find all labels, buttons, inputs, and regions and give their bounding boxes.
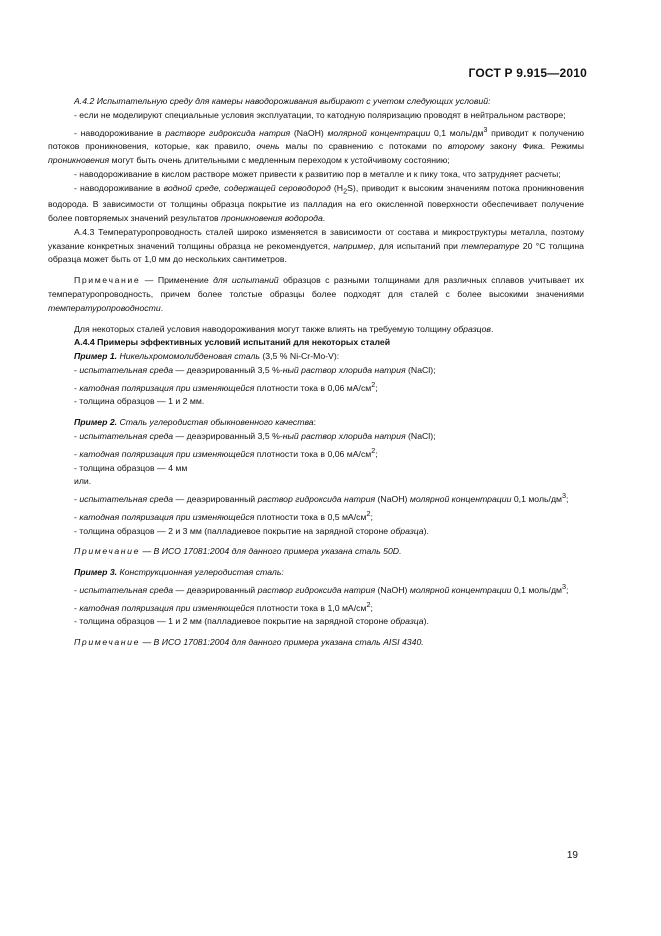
example-3-thickness: - толщина образцов — 1 и 2 мм (палладиевое покрытие на зарядной стороне образца). [74,616,429,627]
note-1: Примечание — Применение для испытаний образцов с разными толщинами для различных сплавов учитывает их температуропроводность, причем более толстые образцы более подходят для сталей с более высокими значениями температуропроводности. [48,275,584,313]
example-1-heading: Пример 1. Никельхромомолибденовая сталь (3,5 % Ni-Cr-Mo-V): [74,351,340,362]
example-2-medium: - испытательная среда — деаэрированный 3,5 %-ный раствор хлорида натрия (NaCl); [74,431,436,442]
example-3-polarization: - катодная поляризация при изменяющейся плотности тока в 1,0 $мА/см^2$; [74,599,373,613]
example-1-medium: - испытательная среда — деаэрированный 3,5 %-ный раствор хлорида натрия (NaCl); [74,364,436,375]
note-label: Примечание [74,275,141,286]
a42-item-3: - наводороживание в кислом растворе может привести к развитию пор в металле и к пику тока, что затрудняет расчеты; [74,168,561,179]
page-content [48,95,584,650]
note-2: Примечание — В ИСО 17081:2004 для данного примера указана сталь 50D. [74,546,402,557]
example-2-polarization-alt: - катодная поляризация при изменяющейся плотности тока в 0,5 $мА/см^2$; [74,508,373,522]
paragraph-thickness: Для некоторых сталей условия наводороживания могут также влиять на требуемую толщину образцов. [74,323,494,334]
example-2-or: или. [74,476,92,487]
section-a44-title: А.4.4 Примеры эффективных условий испытаний для некоторых сталей [74,337,391,348]
standard-code-header: ГОСТ Р 9.915—2010 [468,66,587,80]
example-3-medium: - испытательная среда — деаэрированный раствор гидроксида натрия (NaOH) молярной концентрации 0,1 моль/$дм^3$; [74,581,569,595]
section-a43: А.4.3 Температуропроводность сталей широко изменяется в зависимости от состава и микроструктуры металла, поэтому указание конкретных значений толщины образца не рекомендуется, например, для испытаний при температуре 20 °С толщина образца может быть от 1,0 мм до нескольких сантиметров. [48,226,584,265]
example-2-heading: Пример 2. Сталь углеродистая обыкновенного качества: [74,417,317,428]
example-1-thickness: - толщина образцов — 1 и 2 мм. [74,396,205,407]
example-2-thickness: - толщина образцов — 4 мм [74,462,188,473]
a42-item-2: - наводороживание в растворе гидроксида натрия (NaOH) молярной концентрации 0,1 моль/$дм^3$ приводит к получению потоков проникновения, которые, как правило, очень малы по сравнению с потоками по второму закону Фика. Режимы проникновения могут быть очень длительными с медленным переходом к устойчивому состоянию; [48,124,585,166]
example-3-heading: Пример 3. Конструкционная углеродистая сталь: [74,567,284,578]
example-2-polarization: - катодная поляризация при изменяющейся плотности тока в 0,06 $мА/см^2$; [74,445,378,459]
note-3: Примечание — В ИСО 17081:2004 для данного примера указана сталь AISI 4340. [74,637,424,648]
example-1-polarization: - катодная поляризация при изменяющейся плотности тока в 0,06 $мА/см^2$; [74,379,378,393]
a42-item-1: - если не моделируют специальные условия эксплуатации, то катодную поляризацию проводят в нейтральном растворе; [74,109,566,120]
section-a42-title: А.4.2 Испытательную среду для камеры наводороживания выбирают с учетом следующих условий: [74,96,491,106]
page-number: 19 [566,850,578,861]
example-2-medium-alt: - испытательная среда — деаэрированный раствор гидроксида натрия (NaOH) молярной концентрации 0,1 моль/$дм^3$; [74,491,569,505]
example-2-thickness-alt: - толщина образцов — 2 и 3 мм (палладиевое покрытие на зарядной стороне образца). [74,525,429,536]
a42-item-4: - наводороживание в водной среде, содержащей сероводород $(H_2S)$, приводит к высоким значениям потока проникновения водорода. В зависимости от толщины образца покрытие из палладия на его окисленной поверхности обеспечивает получение более повторяемых значений результатов проникновения водорода. [48,182,585,223]
